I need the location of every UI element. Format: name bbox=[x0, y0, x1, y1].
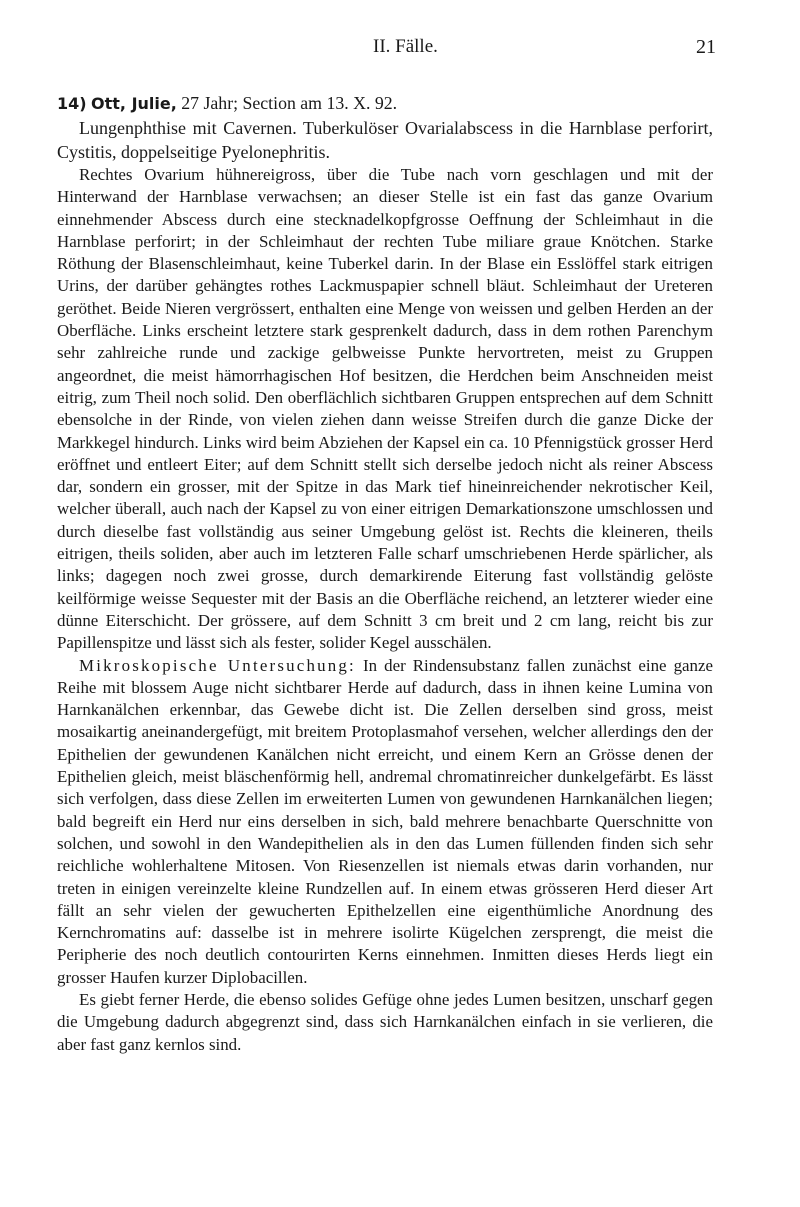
macroscopic-findings: Rechtes Ovarium hühnereigross, über die Tube nach vorn geschlagen und mit der Hinterwand der Harnblase verwachsen; an dieser Stelle ist ein fast das ganze Ovarium einnehmender Abscess durch eine stecknadelkopfgrosse Oeffnung der Schleimhaut in die Harnblase perforirt; in der Schleimhaut der rechten Tube miliare graue Knötchen. Starke Röthung der Blasenschleimhaut, keine Tuberkel darin. In der Blase ein Esslöffel stark eitrigen Urins, der darüber gehängtes rothes Lackmuspapier schnell bläut. Schleimhaut der Ureteren geröthet. Beide Nieren vergrössert, enthalten eine Menge von weissen und gelben Herden an der Oberfläche. Links erscheint letztere stark gesprenkelt dadurch, dass in dem rothen Parenchym sehr zahlreiche runde und zackige gelbweisse Punkte hervortreten, meist zu Gruppen angeordnet, die meist hämorrhagischen Hof besitzen, die Herdchen beim Anschneiden meist eitrig, zum Theil noch solid. Den oberflächlich sichtbaren Gruppen entsprechen auf dem Schnitt ebensolche in der Rinde, von vielen ziehen dann weisse Streifen durch die ganze Dicke der Markkegel hindurch. Links wird beim Abziehen der Kapsel ein ca. 10 Pfennigstück grosser Herd eröffnet und entleert Eiter; auf dem Schnitt stellt sich derselbe jedoch nicht als reiner Abscess dar, sondern ein grosser, mit der Spitze in das Mark tief hineinreichender nekrotischer Keil, welcher überall, auch nach der Kapsel zu von einer eitrigen Demarkationszone umschlossen und durch dieselbe fast vollständig aus seiner Umgebung gelöst ist. Rechts die kleineren, theils eitrigen, theils soliden, aber auch im letzteren Falle scharf umschriebenen Herde spärlicher, als links; dagegen noch zwei grosse, durch demarkirende Eiterung fast vollständig gelöste keilförmige weisse Sequester mit der Basis an die Oberfläche reichend, an letzterer wieder eine dünne Eiterschicht. Der grössere, auf dem Schnitt 3 cm breit und 2 cm lang, reicht bis zur Papillenspitze und lässt sich als fester, solider Kegel ausschälen. bbox=[57, 165, 713, 653]
microscopic-findings bbox=[57, 655, 713, 989]
case-details: 27 Jahr; Section am 13. X. 92. bbox=[176, 93, 398, 113]
further-findings: Es giebt ferner Herde, die ebenso solides Gefüge ohne jedes Lumen besitzen, unscharf gegen die Umgebung dadurch abgegrenzt sind, dass sich Harnkanälchen einfach in sie verlieren, die aber fast ganz kernlos sind. bbox=[57, 989, 713, 1054]
running-head bbox=[0, 36, 800, 60]
micro-text: In der Rindensubstanz fallen zunächst eine ganze Reihe mit blossem Auge nicht sichtbarer Herde auf dadurch, dass in ihnen keine Lumina von Harnkanälchen erkennbar, das Gewebe dicht ist. Die Zellen derselben sind gross, meist mosaikartig aneinandergefügt, mit breitem Protoplasmahof versehen, welcher allerdings den der Epithelien der gewundenen Kanälchen nicht erreicht, und einem Kern an Grösse denen der Epithelien gleich, meist bläschenförmig hell, andremal chromatinreicher dunkelgefärbt. Es lässt sich verfolgen, dass diese Zellen im erweiterten Lumen von gewundenen Harnkanälchen liegen; bald begreift ein Herd nur eins derselben in sich, bald mehrere benachbarte Querschnitte von solchen, und sowohl in den Wandepithelien als in den das Lumen füllenden finden sich sehr reichliche wohlerhaltene Mitosen. Von Riesenzellen ist niemals etwas darin vorhanden, nur treten in einigen vereinzelte kleine Rundzellen auf. In einem etwas grösseren Herd dieser Art fällt an sehr vielen der gewucherten Epithelzellen eine eigenthümliche Anordnung des Kernchromatins auf: dasselbe ist in mehrere isolirte Kügelchen zersprengt, die meist die Peripherie des noch deutlich contourirten Kerns einnehmen. Inmitten dieses Herds liegt ein grosser Haufen kurzer Diplobacillen. bbox=[57, 655, 713, 987]
micro-heading: Mikroskopische Untersuchung: bbox=[79, 655, 356, 675]
body-text bbox=[57, 91, 713, 1056]
page-number: 21 bbox=[696, 36, 716, 58]
case-diagnosis: Lungenphthise mit Cavernen. Tuberkulöser Ovarialabscess in die Harnblase perforirt, Cystitis, doppelseitige Pyelonephritis. bbox=[57, 118, 713, 162]
patient-name: Ott, Julie, bbox=[91, 94, 177, 113]
running-head-title: II. Fälle. bbox=[373, 36, 438, 57]
case-heading bbox=[57, 91, 713, 116]
case-number: 14) bbox=[57, 94, 87, 113]
